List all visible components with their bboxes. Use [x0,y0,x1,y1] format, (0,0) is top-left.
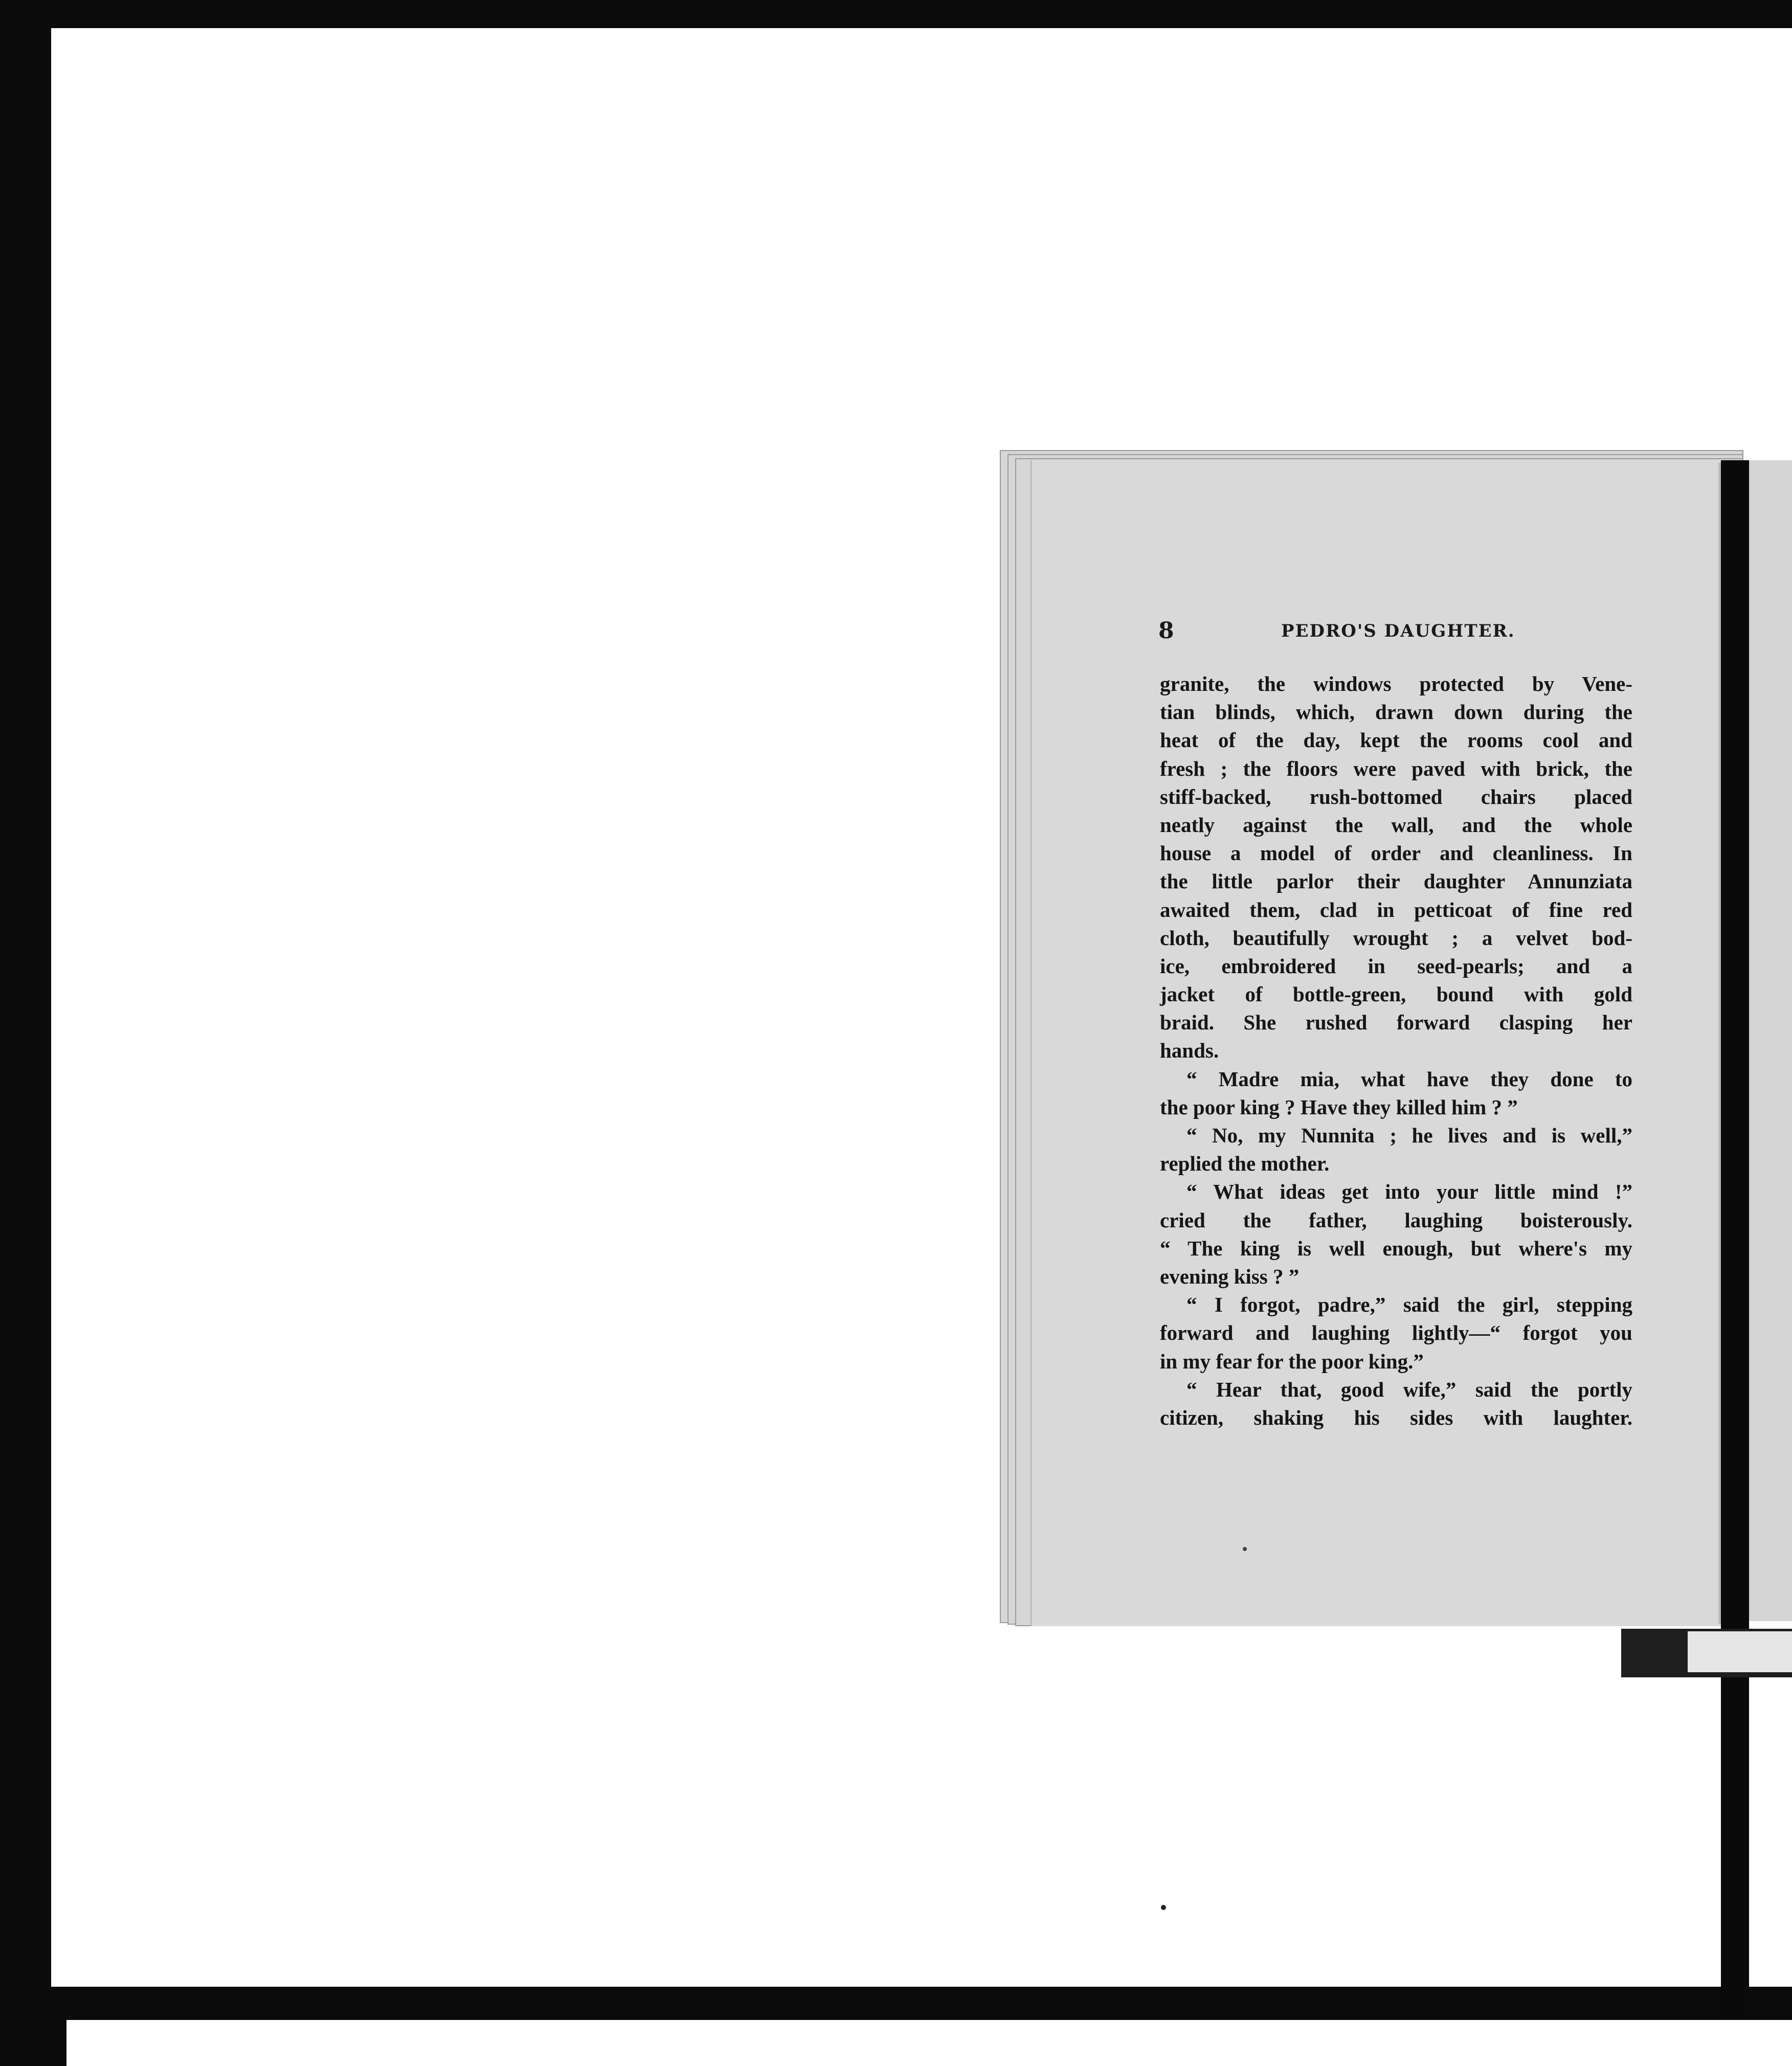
text-line: the little parlor their daughter Annunziata [1160,869,1632,893]
text-line: “ I forgot, padre,” said the girl, stepping [1186,1293,1632,1317]
page-header [1158,618,1629,643]
text-line: forward and laughing lightly—“ forgot you [1160,1321,1632,1345]
text-line: “ The king is well enough, but where's my [1160,1236,1632,1260]
text-line: tian blinds, which, drawn down during the [1160,700,1632,724]
text-line: “ Hear that, good wife,” said the portly [1186,1377,1632,1401]
book-page-right [1749,460,1792,1621]
text-line: replied the mother. [1160,1152,1330,1176]
text-line: stiff-backed, rush-bottomed chairs placed [1160,784,1632,809]
text-line: “ No, my Nunnita ; he lives and is well,” [1186,1124,1632,1147]
text-line: awaited them, clad in petticoat of fine red [1160,897,1632,922]
scanner-frame-top [0,0,1792,28]
text-line: hands. [1160,1039,1219,1063]
text-line: house a model of order and cleanliness. In [1160,841,1632,865]
text-line: citizen, shaking his sides with laughter. [1160,1405,1632,1429]
text-line: granite, the windows protected by Vene- [1160,672,1632,695]
text-line: ice, embroidered in seed-pearls; and a [1160,954,1632,978]
spine-strip-highlight [1688,1631,1792,1672]
scanner-frame-left [0,0,51,2066]
scan-speck [1161,1905,1166,1910]
text-line: fresh ; the floors were paved with brick, the [1160,756,1632,780]
text-line: in my fear for the poor king.” [1160,1349,1424,1373]
text-line: the poor king ? Have they killed him ? ” [1160,1095,1518,1119]
page-number: 8 [1158,618,1174,644]
text-line: cried the father, laughing boisterously. [1160,1208,1632,1232]
page-body-text [1160,670,1632,1432]
text-line: “ Madre mia, what have they done to [1186,1067,1632,1091]
text-line: braid. She rushed forward clasping her [1160,1010,1632,1035]
text-line: “ What ideas get into your little mind !” [1186,1180,1632,1204]
scanner-frame-bottom-strip [66,2020,1792,2066]
text-line: heat of the day, kept the rooms cool and [1160,728,1632,752]
text-line: neatly against the wall, and the whole [1160,813,1632,837]
text-line: evening kiss ? ” [1160,1264,1300,1288]
text-line: jacket of bottle-green, bound with gold [1160,982,1632,1006]
page-speck [1243,1547,1247,1551]
running-head: PEDRO'S DAUGHTER. [1281,621,1515,641]
text-line: cloth, beautifully wrought ; a velvet bod- [1160,926,1632,950]
book-spine [1721,460,1749,2020]
